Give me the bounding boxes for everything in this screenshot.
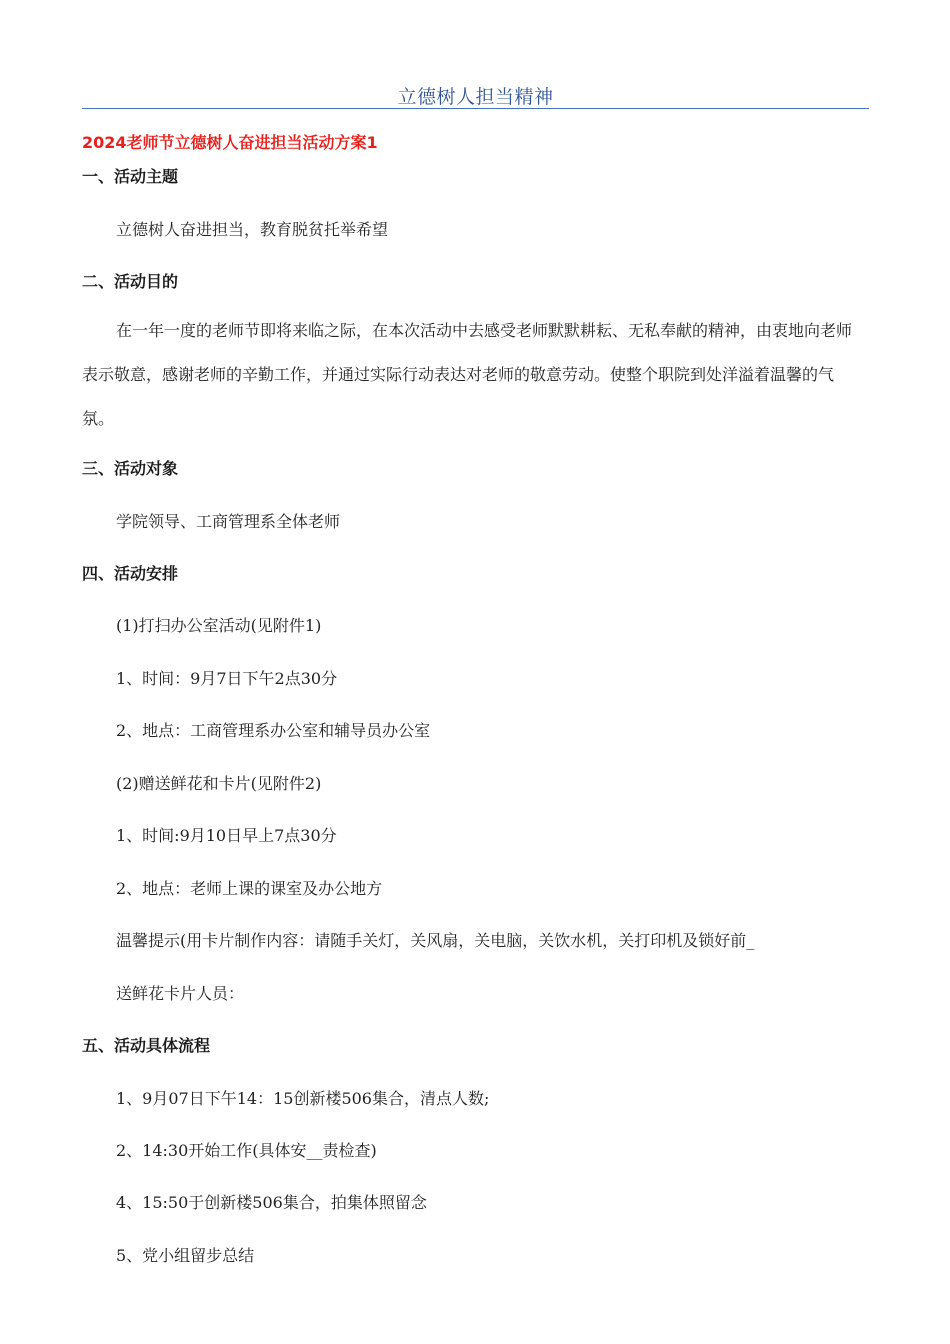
process-step-4: 4、15:50于创新楼506集合，拍集体照留念 bbox=[116, 1193, 427, 1212]
section-heading-audience: 三、活动对象 bbox=[82, 459, 179, 478]
section-heading-theme: 一、活动主题 bbox=[82, 167, 179, 186]
process-step-1: 1、9月07日下午14：15创新楼506集合，清点人数; bbox=[116, 1089, 490, 1108]
arrangement-item-place-1: 2、地点：工商管理系办公室和辅导员办公室 bbox=[116, 721, 431, 740]
arrangement-item-staff: 送鲜花卡片人员： bbox=[116, 984, 245, 1003]
arrangement-item-time-1: 1、时间：9月7日下午2点30分 bbox=[116, 669, 338, 688]
arrangement-item-cleaning: (1)打扫办公室活动(见附件1) bbox=[116, 616, 322, 635]
process-step-5: 5、党小组留步总结 bbox=[116, 1246, 255, 1265]
arrangement-item-time-2: 1、时间:9月10日早上7点30分 bbox=[116, 826, 337, 845]
arrangement-item-place-2: 2、地点：老师上课的课室及办公地方 bbox=[116, 879, 383, 898]
document-title: 2024老师节立德树人奋进担当活动方案1 bbox=[82, 133, 378, 152]
section-heading-purpose: 二、活动目的 bbox=[82, 272, 179, 291]
arrangement-item-flowers: (2)赠送鲜花和卡片(见附件2) bbox=[116, 774, 322, 793]
arrangement-item-reminder: 温馨提示(用卡片制作内容：请随手关灯，关风扇，关电脑，关饮水机，关打印机及锁好前_ bbox=[116, 931, 755, 950]
section-heading-process: 五、活动具体流程 bbox=[82, 1036, 211, 1055]
process-step-2: 2、14:30开始工作(具体安__责检查) bbox=[116, 1141, 377, 1160]
theme-text: 立德树人奋进担当，教育脱贫托举希望 bbox=[116, 220, 389, 239]
page-header-title: 立德树人担当精神 bbox=[397, 86, 554, 108]
section-heading-arrangement: 四、活动安排 bbox=[82, 564, 179, 583]
header-divider bbox=[82, 108, 869, 109]
purpose-paragraph: 在一年一度的老师节即将来临之际，在本次活动中去感受老师默默耕耘、无私奉献的精神，由衷地向老师表示敬意，感谢老师的辛勤工作，并通过实际行动表达对老师的敬意劳动。使整个职院到处洋溢着温馨的气氛。 bbox=[82, 321, 853, 428]
audience-text: 学院领导、工商管理系全体老师 bbox=[116, 512, 341, 531]
